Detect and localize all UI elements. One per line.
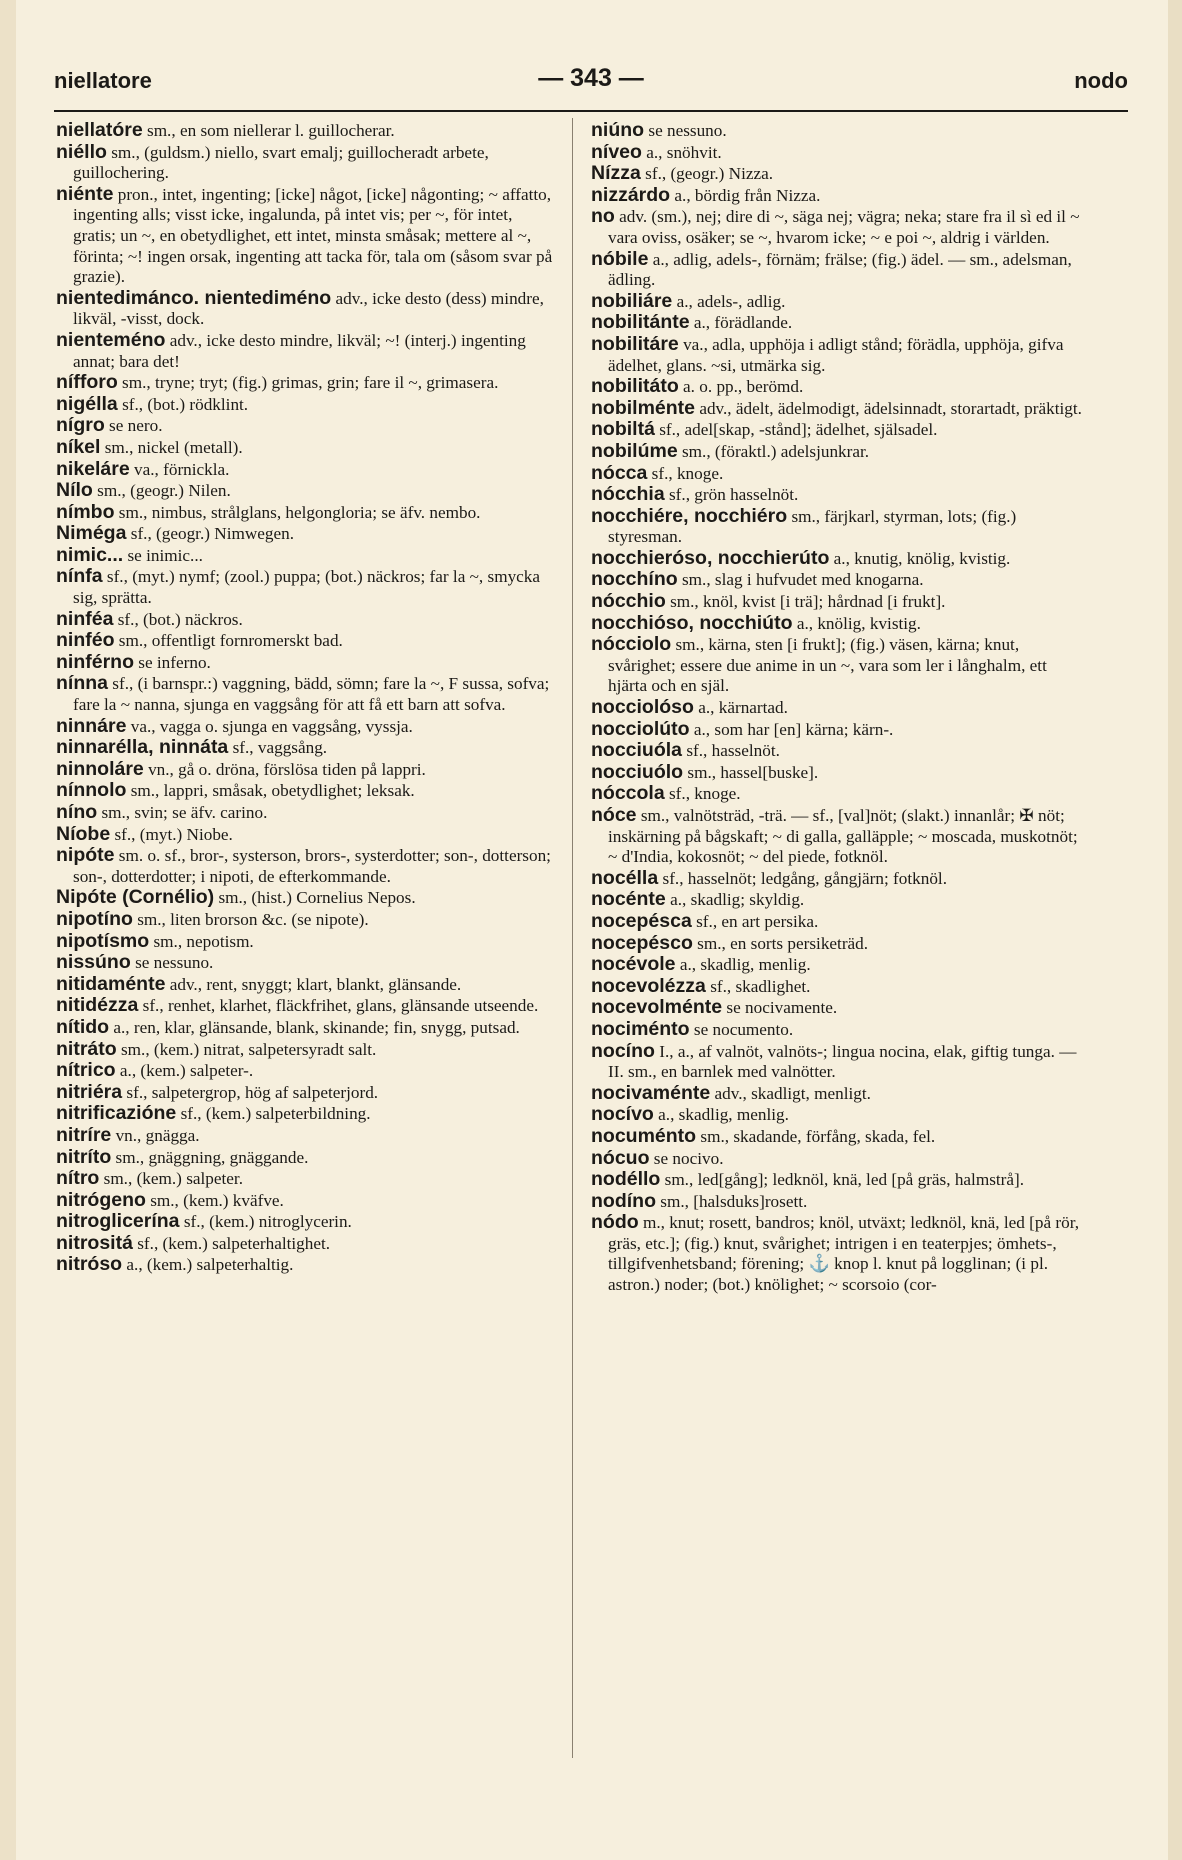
entry-headword: niellatóre — [56, 120, 143, 141]
entry-definition: adv., rent, snyggt; klart, blankt, glänsande. — [169, 974, 462, 994]
entry-definition: sm., (geogr.) Nilen. — [97, 481, 231, 501]
entry-definition: adv., skadligt, menligt. — [714, 1083, 871, 1103]
entry-headword: nipotísmo — [56, 929, 150, 952]
dictionary-entry — [56, 737, 554, 759]
entry-definition: a., (kem.) salpeter-. — [119, 1061, 254, 1081]
dictionary-entry — [591, 613, 1089, 635]
entry-headword: niénte — [56, 182, 114, 205]
entry-definition: a., skadlig, menlig. — [658, 1105, 789, 1125]
dictionary-entry — [56, 931, 554, 953]
dictionary-entry — [591, 933, 1089, 955]
entry-headword: nobilitáto — [591, 375, 679, 398]
dictionary-entry — [56, 1060, 554, 1082]
dictionary-entry — [591, 548, 1089, 570]
entry-definition: adv. (sm.), nej; dire di ~, säga nej; vägra; neka; stare fra il sì ed il ~ vara oviss, osäker; se ~, hvarom icke; ~ e poi ~, aldrig i världen. — [608, 207, 1080, 247]
entry-headword: nocepésco — [591, 931, 693, 954]
dictionary-entry — [56, 673, 554, 715]
dictionary-entry — [56, 1254, 554, 1276]
dictionary-entry — [56, 1039, 554, 1061]
entry-headword: Nipóte (Cornélio) — [56, 886, 215, 909]
dictionary-entry — [56, 952, 554, 974]
header-rule — [54, 110, 1128, 112]
dictionary-entry — [591, 997, 1089, 1019]
entry-definition: a., skadlig; skyldig. — [670, 890, 805, 910]
entry-definition: sf., (geogr.) Nizza. — [645, 164, 774, 184]
dictionary-entry — [591, 868, 1089, 890]
right-guide-word: nodo — [1074, 68, 1128, 93]
entry-headword: nódo — [591, 1211, 639, 1234]
entry-definition: sf., renhet, klarhet, fläckfrihet, glans, glänsande utseende. — [142, 996, 539, 1016]
entry-headword: nitriéra — [56, 1080, 123, 1103]
entry-headword: nocevolézza — [591, 974, 706, 997]
entry-headword: nitrificazióne — [56, 1102, 177, 1125]
entry-headword: nínfa — [56, 565, 103, 588]
dictionary-entry — [56, 1233, 554, 1255]
dictionary-entry — [591, 185, 1089, 207]
entry-headword: nitróso — [56, 1253, 123, 1276]
entry-definition: sm., nepotism. — [153, 931, 254, 951]
entry-headword: ninnoláre — [56, 757, 144, 780]
entry-definition: a., ren, klar, glänsande, blank, skinande; fin, snygg, putsad. — [113, 1017, 520, 1037]
entry-definition: va., vagga o. sjunga en vaggsång, vyssja. — [130, 716, 413, 736]
dictionary-entry — [56, 480, 554, 502]
entry-headword: nodíno — [591, 1189, 656, 1212]
entry-definition: adv., icke desto mindre, likväl; ~! (interj.) ingenting annat; bara det! — [73, 330, 526, 371]
entry-definition: sm., nickel (metall). — [104, 437, 243, 457]
entry-headword: nocchiére, nocchiéro — [591, 504, 788, 527]
entry-definition: a., skadlig, menlig. — [679, 955, 811, 975]
entry-headword: niúno — [591, 120, 645, 141]
entry-definition: se nocumento. — [693, 1019, 794, 1039]
entry-headword: niéllo — [56, 140, 107, 163]
dictionary-entry — [56, 1017, 554, 1039]
entry-definition: se inferno. — [138, 652, 211, 672]
entry-definition: vn., gå o. dröna, förslösa tiden på lappri. — [148, 759, 426, 779]
dictionary-entry — [56, 120, 554, 142]
entry-headword: nocívo — [591, 1103, 654, 1126]
entry-definition: sm., skadande, förfång, skada, fel. — [700, 1126, 936, 1146]
right-column — [591, 120, 1089, 1750]
dictionary-entry — [591, 1169, 1089, 1191]
dictionary-entry — [56, 459, 554, 481]
dictionary-entry — [56, 887, 554, 909]
entry-headword: nobilménte — [591, 396, 696, 419]
page-header — [54, 60, 1128, 104]
entry-headword: nocíno — [591, 1039, 655, 1062]
dictionary-entry — [591, 976, 1089, 998]
entry-definition: sf., salpetergrop, hög af salpeterjord. — [126, 1082, 379, 1102]
dictionary-entry — [591, 1148, 1089, 1170]
dictionary-entry — [56, 437, 554, 459]
entry-definition: sm., nimbus, strålglans, helgongloria; se äfv. nembo. — [118, 502, 481, 522]
dictionary-entry — [56, 566, 554, 608]
dictionary-entry — [591, 398, 1089, 420]
entry-definition: va., adla, upphöja i adligt stånd; förädla, upphöja, gifva ädelhet, glans. ~si, utmärka sig. — [608, 334, 1064, 375]
dictionary-entry — [56, 142, 554, 184]
entry-headword: nocénte — [591, 888, 666, 911]
dictionary-entry — [591, 376, 1089, 398]
entry-definition: sf., en art persika. — [696, 911, 819, 931]
entry-definition: sm., liten brorson &c. (se nipote). — [137, 909, 369, 929]
entry-definition: a., knölig, kvistig. — [796, 613, 921, 633]
dictionary-entry — [591, 1191, 1089, 1213]
entry-headword: nitrositá — [56, 1231, 133, 1254]
entry-definition: sf., knoge. — [651, 463, 724, 483]
entry-definition: sm., kärna, sten [i frukt]; (fig.) väsen, kärna; knut, svårighet; essere due anime in un ~, vara som ler i långhalm, ett hjärta och en själ. — [608, 635, 1047, 696]
entry-headword: Nílo — [56, 479, 93, 502]
entry-headword: nitríre — [56, 1123, 112, 1146]
entry-headword: nipóte — [56, 844, 115, 867]
entry-headword: Niméga — [56, 522, 127, 545]
dictionary-entry — [56, 1168, 554, 1190]
entry-definition: sm., valnötsträd, -trä. — sf., [val]nöt; (slakt.) innanlår; ✠ nöt; inskärning på bågskaft; ~ di galla, galläpple; ~ moscada, muskotnöt; ~ d'India, kokosnöt; ~ del piede, fotknöl. — [608, 806, 1078, 867]
entry-headword: nitroglicerína — [56, 1210, 180, 1233]
dictionary-entry — [591, 163, 1089, 185]
entry-definition: sm., (hist.) Cornelius Nepos. — [218, 888, 416, 908]
entry-definition: sm., slag i hufvudet med knogarna. — [681, 570, 924, 590]
entry-headword: nítrico — [56, 1059, 116, 1082]
entry-headword: nobilúme — [591, 439, 678, 462]
dictionary-entry — [56, 824, 554, 846]
entry-definition: I., a., af valnöt, valnöts-; lingua nocina, elak, giftig tunga. — II. sm., en barnlek med valnötter. — [608, 1041, 1077, 1082]
entry-definition: adv., ädelt, ädelmodigt, ädelsinnadt, storartadt, präktigt. — [699, 398, 1082, 418]
dictionary-entry — [591, 911, 1089, 933]
entry-definition: sf., (kem.) nitroglycerin. — [183, 1212, 352, 1232]
entry-definition: sm., (kem.) nitrat, salpetersyradt salt. — [120, 1039, 377, 1059]
entry-headword: nimic... — [56, 543, 124, 566]
dictionary-entry — [56, 974, 554, 996]
entry-definition: sm., tryne; tryt; (fig.) grimas, grin; fare il ~, grimasera. — [122, 373, 499, 393]
entry-definition: sm. o. sf., bror-, systerson, brors-, systerdotter; son-, dotterson; son-, dotterdotter; i nipoti, de efterkommande. — [73, 846, 551, 886]
entry-headword: Níobe — [56, 822, 111, 845]
dictionary-entry — [56, 1103, 554, 1125]
entry-definition: a., snöhvit. — [646, 142, 722, 162]
entry-headword: nocchíno — [591, 568, 678, 591]
entry-headword: no — [591, 205, 615, 228]
left-guide-word: niellatore — [54, 68, 152, 93]
dictionary-entry — [56, 845, 554, 887]
entry-definition: sm., (kem.) kväfve. — [150, 1190, 284, 1210]
dictionary-entry — [591, 805, 1089, 868]
entry-definition: sm., led[gång]; ledknöl, knä, led [på gräs, halmstrå]. — [664, 1170, 1025, 1190]
dictionary-entry — [56, 759, 554, 781]
dictionary-entry — [591, 249, 1089, 291]
entry-definition: sm., (kem.) salpeter. — [103, 1169, 243, 1189]
dictionary-entry — [591, 740, 1089, 762]
entry-headword: nobilitánte — [591, 311, 690, 334]
dictionary-entry — [56, 184, 554, 288]
dictionary-entry — [591, 334, 1089, 376]
dictionary-entry — [56, 1211, 554, 1233]
entry-definition: sf., knoge. — [668, 784, 741, 804]
dictionary-entry — [56, 523, 554, 545]
entry-headword: nocuménto — [591, 1124, 697, 1147]
entry-headword: nocevolménte — [591, 996, 723, 1019]
entry-headword: níveo — [591, 140, 642, 163]
entry-definition: a., kärnartad. — [698, 698, 788, 718]
left-column — [56, 120, 554, 1750]
entry-definition: se nessuno. — [648, 121, 727, 140]
dictionary-entry — [591, 1041, 1089, 1083]
dictionary-entry — [591, 634, 1089, 697]
dictionary-entry — [591, 569, 1089, 591]
entry-headword: nocciuólo — [591, 760, 684, 783]
entry-definition: sm., lappri, småsak, obetydlighet; leksak. — [130, 781, 415, 801]
entry-headword: nissúno — [56, 951, 131, 974]
entry-headword: nítido — [56, 1015, 110, 1038]
entry-headword: nizzárdo — [591, 183, 671, 206]
dictionary-entry — [56, 288, 554, 330]
entry-definition: sf., vaggsång. — [232, 738, 328, 758]
entry-headword: nóccola — [591, 782, 665, 805]
entry-headword: nocchieróso, nocchierúto — [591, 546, 830, 569]
entry-headword: nobilitáre — [591, 332, 679, 355]
dictionary-entry — [591, 1019, 1089, 1041]
entry-headword: níno — [56, 801, 98, 823]
entry-definition: sm., (föraktl.) adelsjunkrar. — [681, 441, 870, 461]
entry-headword: nocévole — [591, 953, 676, 976]
entry-headword: ninnarélla, ninnáta — [56, 736, 229, 759]
dictionary-entry — [56, 780, 554, 802]
entry-headword: nienteméno — [56, 328, 166, 351]
entry-headword: ninféa — [56, 607, 114, 630]
entry-headword: nocivaménte — [591, 1081, 711, 1104]
entry-headword: Nízza — [591, 162, 641, 185]
entry-headword: nóbile — [591, 247, 649, 270]
dictionary-entry — [591, 291, 1089, 313]
dictionary-entry — [591, 441, 1089, 463]
entry-definition: adv., icke desto (dess) mindre, likväl, -visst, dock. — [73, 288, 544, 329]
entry-headword: nocciuóla — [591, 739, 683, 762]
dictionary-entry — [591, 762, 1089, 784]
entry-definition: sf., (myt.) Niobe. — [114, 824, 233, 844]
entry-headword: nínna — [56, 672, 108, 695]
entry-headword: nocélla — [591, 866, 659, 889]
entry-definition: sf., (kem.) salpeterbildning. — [180, 1104, 371, 1124]
entry-definition: sm., [halsduks]rosett. — [660, 1191, 808, 1211]
entry-definition: sm., knöl, kvist [i trä]; hårdnad [i frukt]. — [670, 592, 946, 612]
entry-definition: se nocivamente. — [726, 998, 838, 1018]
entry-definition: va., förnickla. — [134, 459, 230, 479]
entry-definition: m., knut; rosett, bandros; knöl, utväxt; ledknöl, knä, led [på rör, gräs, etc.]; (fig.) knut, svårighet; intrigen i en teaterpjes; ömhets-, tillgifvenhetsband; förening; ⚓ knop l. knut på logglinan; (i pl. astron.) noder; (bot.) knölighet; ~ scorsoio (cor- — [608, 1213, 1080, 1295]
dictionary-entry — [56, 995, 554, 1017]
dictionary-entry — [591, 783, 1089, 805]
entry-headword: ninnáre — [56, 714, 127, 737]
entry-definition: pron., intet, ingenting; [icke] något, [icke] någonting; ~ affatto, ingenting alls; visst icke, ingalunda, på intet vis; per ~, för intet, gratis; un ~, en obetydlighet, ett intet, minsta småsak; mettere al ~, förinta; ~! ingen orsak, ingenting att tacka för, tala om (såsom svar på grazie). — [73, 184, 553, 287]
entry-headword: nocciolúto — [591, 717, 690, 740]
entry-headword: nífforo — [56, 371, 118, 394]
dictionary-entry — [56, 372, 554, 394]
entry-headword: nitidaménte — [56, 972, 166, 995]
entry-headword: nocchióso, nocchiúto — [591, 611, 793, 634]
entry-definition: sf., (geogr.) Nimwegen. — [130, 524, 294, 544]
dictionary-entry — [591, 484, 1089, 506]
entry-definition: sm., offentligt fornromerskt bad. — [118, 631, 343, 651]
entry-definition: sm., färjkarl, styrman, lots; (fig.) styresman. — [608, 506, 1017, 547]
entry-definition: sf., hasselnöt. — [686, 741, 780, 761]
dictionary-entry — [591, 419, 1089, 441]
dictionary-entry — [56, 716, 554, 738]
dictionary-entry — [591, 506, 1089, 548]
dictionary-entry — [56, 1147, 554, 1169]
entry-headword: nociménto — [591, 1017, 690, 1040]
entry-headword: nigélla — [56, 392, 118, 415]
entry-definition: se inimic... — [127, 545, 203, 565]
entry-headword: nodéllo — [591, 1168, 661, 1191]
entry-definition: sf., (bot.) näckros. — [117, 609, 243, 629]
dictionary-entry — [591, 1212, 1089, 1295]
entry-headword: níkel — [56, 435, 101, 458]
dictionary-entry — [591, 954, 1089, 976]
dictionary-entry — [56, 502, 554, 524]
dictionary-entry — [56, 1082, 554, 1104]
entry-headword: ninféo — [56, 629, 115, 652]
entry-headword: nócca — [591, 461, 648, 484]
entry-definition: sm., svin; se äfv. carino. — [101, 803, 268, 822]
entry-headword: nócchia — [591, 483, 665, 506]
entry-definition: a., knutig, knölig, kvistig. — [833, 548, 1011, 568]
entry-headword: nocciolóso — [591, 696, 694, 719]
entry-definition: a., förädlande. — [693, 313, 793, 333]
dictionary-entry — [56, 545, 554, 567]
entry-definition: a., bördig från Nizza. — [674, 185, 821, 205]
dictionary-entry — [591, 463, 1089, 485]
dictionary-entry — [56, 609, 554, 631]
entry-headword: ninférno — [56, 650, 134, 673]
entry-definition: sf., (bot.) rödklint. — [122, 394, 249, 414]
entry-definition: a., adlig, adels-, förnäm; frälse; (fig.) ädel. — sm., adelsman, ädling. — [608, 249, 1072, 290]
dictionary-entry — [591, 889, 1089, 911]
entry-definition: se nessuno. — [135, 953, 214, 973]
entry-definition: sf., (i barnspr.:) vaggning, bädd, sömn; fare la ~, F sussa, sofva; fare la ~ nanna, sjunga en vaggsång för att få ett barn att sofva. — [73, 674, 550, 715]
entry-definition: sm., en som niellerar l. guillocherar. — [147, 121, 395, 140]
entry-headword: nítro — [56, 1167, 100, 1190]
entry-headword: nientedimánco. nientediméno — [56, 286, 332, 309]
entry-definition: sf., skadlighet. — [710, 976, 811, 996]
dictionary-entry — [56, 630, 554, 652]
entry-definition: sf., hasselnöt; ledgång, gångjärn; fotknöl. — [662, 868, 947, 888]
dictionary-entry — [56, 909, 554, 931]
dictionary-entry — [56, 802, 554, 824]
dictionary-entry — [591, 312, 1089, 334]
entry-definition: sf., (myt.) nymf; (zool.) puppa; (bot.) näckros; far la ~, smycka sig, sprätta. — [73, 567, 541, 608]
page-number: — 343 — — [538, 64, 644, 92]
dictionary-entry — [56, 1125, 554, 1147]
dictionary-entry — [56, 415, 554, 437]
entry-headword: nitráto — [56, 1037, 117, 1060]
entry-definition: sf., adel[skap, -stånd]; ädelhet, själsadel. — [659, 420, 938, 440]
entry-definition: se nero. — [109, 416, 163, 436]
entry-definition: vn., gnägga. — [115, 1125, 200, 1145]
entry-headword: nóce — [591, 804, 637, 826]
entry-headword: nitrógeno — [56, 1188, 146, 1211]
dictionary-entry — [591, 1126, 1089, 1148]
entry-definition: a., adels-, adlig. — [676, 291, 786, 311]
entry-headword: nínnolo — [56, 779, 127, 802]
entry-definition: sm., (guldsm.) niello, svart emalj; guillocheradt arbete, guillochering. — [73, 142, 489, 183]
entry-definition: a., (kem.) salpeterhaltig. — [126, 1255, 294, 1275]
dictionary-entry — [591, 697, 1089, 719]
entry-headword: nocepésca — [591, 909, 692, 932]
dictionary-entry — [591, 1083, 1089, 1105]
entry-headword: nócciolo — [591, 633, 672, 656]
entry-definition: sm., en sorts persiketräd. — [697, 933, 869, 953]
entry-definition: sm., gnäggning, gnäggande. — [115, 1147, 309, 1167]
entry-definition: a., som har [en] kärna; kärn-. — [693, 719, 894, 739]
entry-headword: nitríto — [56, 1145, 112, 1168]
entry-headword: nócuo — [591, 1146, 650, 1169]
dictionary-entry — [591, 120, 1089, 142]
entry-definition: a. o. pp., berömd. — [683, 377, 804, 397]
entry-definition: sf., (kem.) salpeterhaltighet. — [137, 1233, 331, 1253]
entry-headword: nócchio — [591, 590, 666, 613]
entry-headword: nipotíno — [56, 907, 133, 930]
dictionary-entry — [591, 719, 1089, 741]
column-divider — [572, 118, 573, 1758]
dictionary-entry — [591, 206, 1089, 248]
entry-definition: sm., hassel[buske]. — [687, 762, 819, 782]
dictionary-entry — [591, 1104, 1089, 1126]
dictionary-entry — [56, 394, 554, 416]
dictionary-entry — [56, 652, 554, 674]
dictionary-entry — [56, 1190, 554, 1212]
dictionary-entry — [591, 142, 1089, 164]
entry-headword: nobiliáre — [591, 289, 673, 312]
entry-headword: nikeláre — [56, 457, 130, 480]
dictionary-entry — [591, 591, 1089, 613]
entry-definition: se nocivo. — [653, 1148, 724, 1168]
entry-definition: sf., grön hasselnöt. — [668, 485, 799, 505]
entry-headword: nígro — [56, 414, 105, 437]
entry-headword: nitidézza — [56, 994, 139, 1017]
entry-headword: nímbo — [56, 500, 115, 523]
dictionary-entry — [56, 330, 554, 372]
entry-headword: nobiltá — [591, 418, 655, 441]
